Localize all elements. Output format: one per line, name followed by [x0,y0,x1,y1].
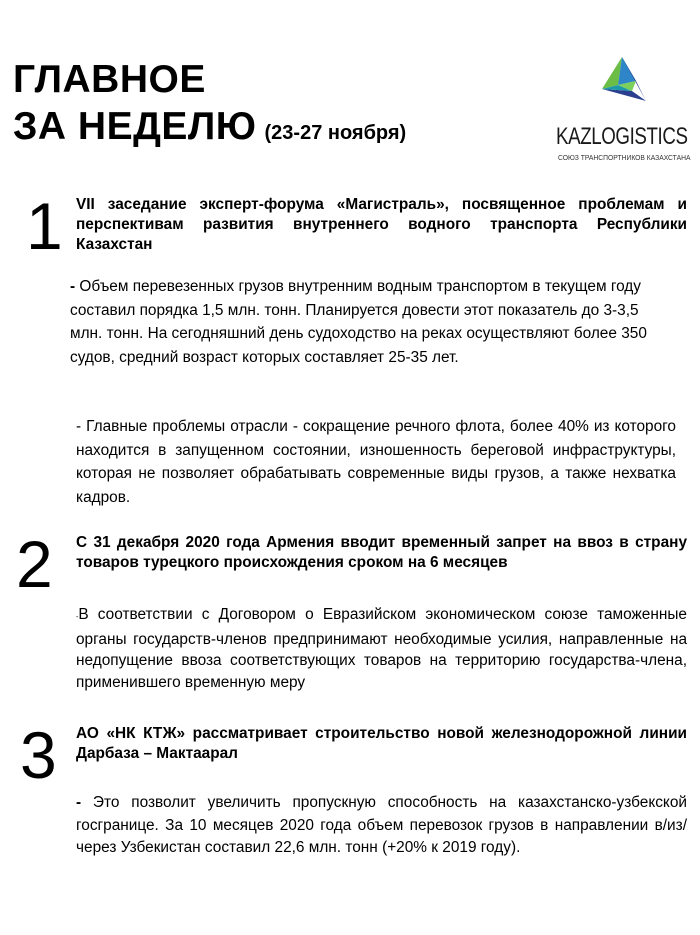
page-title [13,56,406,157]
item-3-headline: АО «НК КТЖ» рассматривает строительство новой железнодорожной линии Дарбаза – Мактаарал [76,725,687,762]
bullet-dash: - [70,278,76,295]
title-line-2 [13,103,406,157]
bullet-dash: - [76,418,82,435]
triangle-logo-icon [596,55,652,113]
logo-brand-text: KAZLOGISTICS [556,123,688,150]
kazlogistics-logo [556,55,690,165]
paragraph-text: Объем перевезенных грузов внутренним водным транспортом в текущем году составил порядка 1,5 млн. тонн. Планируется довести этот показатель до 3-3,5 млн. тонн. На сегодняшний день судоходство на реках осуществляют более 350 судов, средний возраст которых составляет 25-35 лет. [70,278,647,366]
bullet-dash: - [76,794,82,811]
item-2-paragraph-1 [76,604,687,693]
item-number-3: 3 [20,718,57,792]
week-dates: (23-27 ноября) [264,122,407,144]
item-2-headline: С 31 декабря 2020 года Армения вводит временный запрет на ввоз в страну товаров турецкого происхождения сроком на 6 месяцев [76,534,687,571]
title-line-1: ГЛАВНОЕ [13,58,206,101]
item-1-paragraph-1 [70,275,660,369]
item-number-1: 1 [26,189,63,263]
bullet-dash: - [76,614,79,621]
item-3-paragraph-1 [76,792,687,860]
paragraph-text: Это позволит увеличить пропускную способность на казахстанско-узбекской госгранице. За 10 месяцев 2020 года объем перевозок грузов в направлении в/из/через Узбекистан составил 22,6 млн. тонн (+20% к 2019 году). [76,794,687,856]
item-1-paragraph-2 [76,415,676,509]
item-number-2: 2 [16,527,53,601]
paragraph-text: В соответствии с Договором о Евразийском экономическом союзе таможенные органы государств-членов предпринимают необходимые усилия, направленные на недопущение ввоза соответствующих товаров на территорию государства-члена, применившего временную меру [76,606,687,691]
title-line-2-text: ЗА НЕДЕЛЮ [13,105,257,148]
item-1-headline: VII заседание эксперт-форума «Магистраль», посвященное проблемам и перспективам развития внутреннего водного транспорта Республики Казахстан [76,196,687,253]
logo-subtitle: СОЮЗ ТРАНСПОРТНИКОВ КАЗАХСТАНА [558,153,691,162]
paragraph-text: Главные проблемы отрасли - сокращение речного флота, более 40% из которого находится в запущенном состоянии, изношенность береговой инфраструктуры, которая не позволяет обрабатывать современные виды грузов, а также нехватка кадров. [76,418,676,506]
